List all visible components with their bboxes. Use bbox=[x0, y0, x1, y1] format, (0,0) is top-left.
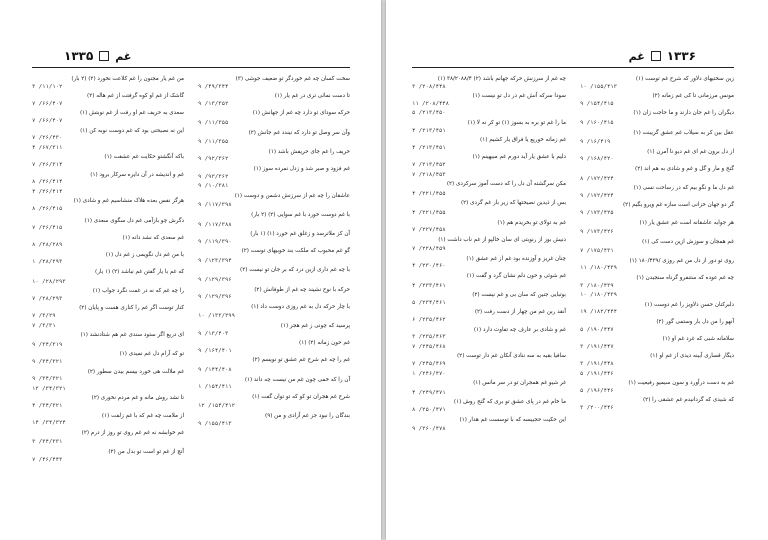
entry-verse: وآن سر وصل تو دارد که نیندد غم جانش (۲) bbox=[248, 129, 350, 136]
entry-reference: ۷ /۲۴۵/۴۶۹ bbox=[412, 361, 446, 367]
entry-reference: ۹ /۱۷۳/۴۲۵ bbox=[580, 209, 614, 216]
concordance-entry bbox=[580, 130, 734, 138]
entry-reference: ۸ /۲۸/۲۸۹ bbox=[32, 242, 63, 249]
concordance-entry bbox=[32, 332, 184, 340]
concordance-entry bbox=[580, 319, 734, 334]
left-page bbox=[0, 0, 381, 540]
concordance-entry bbox=[32, 323, 184, 331]
concordance-entry bbox=[580, 336, 734, 351]
concordance-entry bbox=[412, 76, 566, 91]
entry-verse: غم زمانه خوریع یا فراق یار کشیم (۱) bbox=[480, 137, 566, 144]
concordance-entry bbox=[32, 235, 184, 250]
concordance-entry bbox=[580, 202, 734, 217]
left-page-header-word: غم bbox=[115, 49, 132, 63]
entry-reference: ۶ /۲۳۵/۴۶۲ bbox=[412, 317, 446, 324]
concordance-entry bbox=[198, 248, 350, 256]
entry-reference: ۹ /۱۷۳/۴۲۶ bbox=[580, 229, 614, 236]
concordance-entry bbox=[198, 413, 350, 428]
concordance-entry bbox=[32, 172, 184, 187]
concordance-entry bbox=[32, 449, 184, 464]
entry-reference: ۱۰ /۱۳۳/۳۹۹ bbox=[198, 313, 236, 320]
entry-reference: ۸ /۱۷۲/۴۲۴ bbox=[580, 175, 614, 182]
entry-reference: ۸ /۲۶/۴۱۴ bbox=[32, 179, 63, 186]
entry-verse: گو غم محبوب که ملکت بند خوبیهای توست (۲) bbox=[241, 248, 350, 255]
concordance-entry bbox=[32, 395, 184, 410]
entry-reference: ۹ /۱۵۵/۴۱۳ bbox=[198, 420, 232, 427]
entry-verse: گر دو جهان خزانی است سازه غم ویرو بگیم (۲) bbox=[622, 202, 734, 209]
right-page-header bbox=[629, 48, 696, 64]
entry-verse: دلبرکنان حسن دلاویز را غم دوست (۱) bbox=[644, 301, 734, 308]
entry-verse: غم به دست درآورد و سون سیمیو رفیعیت (۱) bbox=[628, 380, 734, 387]
concordance-entry bbox=[198, 120, 350, 128]
concordance-entry bbox=[198, 149, 350, 164]
right-page bbox=[386, 0, 768, 540]
entry-verse: غم حون زمانه (۲) (۱) bbox=[299, 340, 350, 347]
concordance-entry bbox=[412, 137, 566, 152]
entry-reference: ۹ /۳۴/۳۲۱ bbox=[32, 359, 63, 365]
entry-reference: ۱۲ /۱۵۴/۴۱۲ bbox=[198, 403, 236, 410]
concordance-entry bbox=[580, 76, 734, 91]
entry-verse: عقل بین کر به سیلاب غم عشق گریبنت (۱) bbox=[633, 129, 734, 136]
entry-verse: چه غم از سرزنش حرکه جهانم باشد (۲) ۳۸/۲۰۸۸/۴ (۱) bbox=[437, 76, 566, 82]
concordance-entry bbox=[32, 145, 184, 153]
concordance-entry bbox=[198, 267, 350, 275]
concordance-entry bbox=[198, 357, 350, 365]
entry-verse: ما را غم تو بره به بسوز (۱) تو کر نه لا (۱) bbox=[467, 119, 566, 126]
entry-verse: چه غم عوده که ستنفرو گرناه سنجیدن (۱) bbox=[636, 275, 734, 282]
entry-reference: ۷ /۲۲۸/۴۵۹ bbox=[412, 246, 446, 253]
concordance-entry bbox=[198, 258, 350, 266]
concordance-entry bbox=[580, 239, 734, 247]
concordance-entry bbox=[32, 386, 184, 394]
entry-reference: ۹ /۱۶۸/۴۲۰ bbox=[580, 156, 614, 163]
entry-reference: ۹ /۱۱۷/۳۸۸ bbox=[198, 221, 232, 228]
concordance-entry bbox=[198, 367, 350, 375]
entry-reference: ۳ /۲۰۰/۴۴۶ bbox=[580, 404, 614, 411]
entry-verse: ای دریغ اگر ستود سندی غم هم شتادنشد (۱) bbox=[80, 332, 184, 339]
entry-reference: ۴ /۲۳۳/۴۶۱ bbox=[412, 282, 446, 289]
concordance-entry bbox=[198, 377, 350, 392]
concordance-entry bbox=[580, 258, 734, 273]
concordance-entry bbox=[198, 183, 350, 191]
concordance-entry bbox=[198, 139, 350, 147]
entry-reference: ۷ /۲۸/۲۹۳ bbox=[32, 295, 63, 302]
entry-reference: ۷ /۲۲۷/۴۵۸ bbox=[412, 227, 446, 234]
concordance-entry bbox=[198, 76, 350, 91]
entry-verse: غم به تولای تو بخریدم هم (۱) bbox=[497, 219, 566, 226]
header-square-icon bbox=[99, 51, 109, 61]
entry-reference: ۵ /۱۹۱/۴۴۶ bbox=[580, 370, 614, 377]
entry-verse: که غم با یار گفتن غم نباشد (۲) (۱ بار) bbox=[95, 269, 184, 276]
entry-verse: بندگان را نبود جز غم آزادی و من (۹) bbox=[265, 412, 350, 419]
entry-reference: ۹ /۱۴۴/۴۰۸ bbox=[198, 367, 232, 373]
entry-verse: دنیش بوز از رنوبتی ای سان خالپو از غم ناب داشت (۱) bbox=[438, 236, 566, 243]
concordance-entry bbox=[412, 399, 566, 414]
concordance-entry bbox=[412, 327, 566, 342]
concordance-entry bbox=[580, 176, 734, 184]
entry-reference: ۹ /۱۱/۳۵۵ bbox=[198, 139, 229, 146]
concordance-entry bbox=[198, 323, 350, 338]
entry-reference: ۳ /۲۰۸/۴۴۸ bbox=[412, 83, 446, 90]
entry-verse: آن کز ملاترسد و زغلق غم خورد (۱) (۱ بار) bbox=[250, 231, 350, 238]
concordance-entry bbox=[412, 181, 566, 189]
entry-verse: این حکیت حجبیسه که با توسست غم هدار (۱) bbox=[459, 416, 566, 423]
entry-reference: ۹ /۱۶۴/۴۰۱ bbox=[198, 347, 232, 354]
concordance-entry bbox=[580, 248, 734, 256]
entry-verse: را چه غم که نه در غمت نگرد جواب (۱) bbox=[92, 288, 184, 295]
entry-reference: ۴ /۲۳۰/۴۶۰ bbox=[412, 263, 446, 270]
entry-reference: ۴ /۲۱۳/۴۵۱ bbox=[412, 127, 446, 134]
entry-reference: ۹ /۱۳/۳۵۲ bbox=[198, 100, 229, 107]
entry-reference: ۷ /۲۶/۴۱۵ bbox=[32, 225, 63, 232]
concordance-entry bbox=[412, 93, 566, 108]
entry-reference: ۹ /۱۶۰/۴۱۵ bbox=[580, 119, 614, 126]
concordance-entry bbox=[412, 380, 566, 388]
entry-reference: ۹ /۱۰/۳۸۱ bbox=[198, 183, 229, 190]
left-page-column bbox=[198, 76, 350, 500]
concordance-entry bbox=[32, 279, 184, 287]
entry-verse: سافیا بقیه به سه ننادی آنکان غم دار توست (۲) bbox=[456, 353, 566, 360]
entry-reference: ۷ /۱۷۵/۴۳۱ bbox=[580, 248, 614, 255]
entry-reference: ۴ /۲۶/۴۱۴ bbox=[32, 188, 63, 195]
entry-verse: دلیم با عشق یار آید دورم غم مبیهینم (۱) bbox=[472, 154, 566, 161]
concordance-entry bbox=[580, 149, 734, 164]
concordance-entry bbox=[412, 417, 566, 425]
concordance-entry bbox=[412, 172, 566, 180]
entry-reference: ۷ /۶۶/۴۰۷ bbox=[32, 100, 63, 107]
entry-verse: غر شیو غم همجران تو در سر مانس (۱) bbox=[473, 380, 566, 387]
concordance-entry bbox=[32, 369, 184, 384]
entry-reference: ۷ /۳/۳۱ bbox=[32, 322, 56, 329]
entry-verse: بس از ذیدین نصیحتها که زیر بار غم گردی (۲) bbox=[460, 200, 566, 207]
entry-verse: حریف را غم جای حریفش باشد (۱) bbox=[268, 148, 350, 155]
concordance-entry bbox=[580, 353, 734, 368]
entry-reference: ۴ /۲۱۳/۴۵۱ bbox=[412, 144, 446, 151]
concordance-entry bbox=[198, 231, 350, 246]
entry-reference: ۱۹ /۱۸۲/۴۴۴ bbox=[580, 309, 618, 316]
entry-reference: ۳ /۱۱/۱۰۲ bbox=[32, 83, 63, 90]
entry-verse: مونس مرزمانی تا کی غم زمانه (۲) bbox=[652, 93, 734, 100]
entry-reference: ۷ /۳/۲۹ bbox=[32, 313, 56, 320]
concordance-entry bbox=[32, 269, 184, 277]
entry-reference: ۴ /۲۲۱/۴۵۵ bbox=[412, 209, 446, 216]
entry-reference: ۵ /۲۱۳/۴۵۰ bbox=[412, 110, 446, 117]
concordance-entry bbox=[198, 193, 350, 201]
concordance-entry bbox=[580, 185, 734, 200]
entry-verse: سلامانه شبی که غرد غم او (۱) bbox=[662, 336, 734, 343]
entry-verse: چنان غریز و آوزنده بود غم از غم عشق (۱) bbox=[466, 255, 566, 262]
concordance-entry bbox=[32, 218, 184, 233]
entry-verse: آن را که خمی چون غم من نیست چه داند (۱) bbox=[244, 376, 350, 383]
entry-reference: ۹ /۱۶/۴۱۹ bbox=[580, 139, 611, 146]
concordance-entry bbox=[198, 394, 350, 402]
entry-reference: ۳ /۱۹۱/۴۴۸ bbox=[580, 361, 614, 367]
entry-verse: غم دل ما و نگو بیم که در رساحت نسی (۱) bbox=[633, 185, 734, 192]
entry-verse: شرح غم هجران تو کو که تو توان گفت (۱) bbox=[252, 393, 350, 400]
left-page-header bbox=[64, 48, 131, 64]
concordance-entry bbox=[32, 439, 184, 447]
concordance-entry bbox=[412, 120, 566, 135]
entry-verse: با من غم دل نگویمی ز غم دل (۱) bbox=[105, 251, 184, 258]
entry-verse: غم و شادی بر عارف چه تفاوت دارد (۱) bbox=[473, 326, 566, 333]
entry-reference: ۹ /۱۲۳/۳۹۴ bbox=[198, 257, 232, 264]
right-header-rule bbox=[412, 67, 734, 68]
entry-verse: آنچ از غم تو است تو بدل من (۲) bbox=[108, 448, 184, 455]
entry-reference: ۹ /۹۲/۳۶۲ bbox=[198, 156, 229, 163]
concordance-entry bbox=[412, 283, 566, 291]
entry-reference: ۵ /۱۹۰/۴۴۷ bbox=[580, 326, 614, 333]
entry-verse: کنار توست اگر غم را کناری هست و پایان (۲) bbox=[79, 305, 184, 312]
concordance-entry bbox=[580, 120, 734, 128]
entry-reference: ۷ /۲۱۳/۴۵۲ bbox=[412, 161, 446, 168]
right-page-columns bbox=[412, 76, 734, 500]
concordance-entry bbox=[412, 309, 566, 324]
entry-verse: تا دست نمائی تری در غم یار (۱) bbox=[274, 93, 350, 100]
entry-verse: من غم یار مجنون را غم کلاعت نخورد (۲) (۲ بار) bbox=[71, 76, 184, 82]
concordance-entry bbox=[198, 93, 350, 108]
entry-reference: ۱۰ /۱۸۰/۴۳۹ bbox=[580, 292, 618, 299]
left-page-number: ۱۳۳۵ bbox=[64, 49, 94, 63]
right-page-number: ۱۳۳۶ bbox=[666, 49, 696, 63]
entry-verse: روی تو دور از دل من غم روزی /۱۸۰/۴۳۹ (۱) bbox=[629, 257, 734, 264]
entry-reference: ۵ /۲۳۴/۴۶۱ bbox=[412, 299, 446, 306]
entry-verse: غم را چه غم شرح غم عشق تو نویسم (۲) bbox=[252, 357, 350, 364]
entry-reference: ۷ /۲۶/۳۱۴ bbox=[32, 161, 63, 168]
concordance-entry bbox=[412, 426, 566, 434]
entry-reference: ۸ /۲۶/۴۱۵ bbox=[32, 205, 63, 212]
entry-reference: ۱۲ /۳۴/۳۲۱ bbox=[32, 385, 66, 392]
concordance-entry bbox=[580, 292, 734, 300]
concordance-entry bbox=[412, 353, 566, 368]
entry-reference: ۷ /۶۶/۴۰۷ bbox=[32, 117, 63, 124]
concordance-entry bbox=[32, 288, 184, 303]
entry-verse: از دل برون غم ای غم دیو نا آمرن (۱) bbox=[647, 148, 734, 155]
concordance-entry bbox=[198, 222, 350, 230]
concordance-entry bbox=[412, 390, 566, 398]
concordance-entry bbox=[580, 139, 734, 147]
concordance-entry bbox=[32, 189, 184, 197]
concordance-entry bbox=[412, 210, 566, 218]
concordance-entry bbox=[412, 237, 566, 245]
entry-verse: غم خوابشه نه غم غم روی تو روز از درم (۲) bbox=[81, 429, 184, 436]
entry-verse: باکه آنگشتو حکایت غم عشقت (۱) bbox=[104, 154, 184, 161]
entry-reference: ۵ /۱۹۶/۴۴۶ bbox=[580, 387, 614, 394]
right-page-column bbox=[580, 76, 734, 500]
entry-verse: از ملامت چه غم که با غم زلفت (۱) bbox=[101, 412, 184, 419]
concordance-entry bbox=[198, 403, 350, 411]
entry-verse: عاشقان را چه غم از سرزنش دشمن و دوست (۱) bbox=[234, 192, 350, 199]
concordance-entry bbox=[580, 166, 734, 174]
entry-verse: غم فزود و صبر شد و زدل نمرده سوز (۱) bbox=[253, 165, 350, 172]
concordance-entry bbox=[32, 351, 184, 366]
entry-verse: آنقد ربن غم من چهار از دست رفت (۲) bbox=[474, 309, 566, 316]
concordance-entry bbox=[198, 340, 350, 355]
concordance-entry bbox=[412, 154, 566, 169]
concordance-entry bbox=[32, 413, 184, 428]
entry-reference: ۴ /۲۴۹/۴۷۱ bbox=[412, 389, 446, 396]
entry-reference: ۹ /۱۷۲/۴۲۴ bbox=[580, 192, 614, 199]
entry-verse: تو که آرام دل غم نمیدی (۱) bbox=[119, 351, 184, 358]
entry-reference: ۱۱ /۲۰۸/۴۴۸ bbox=[412, 100, 450, 107]
concordance-entry bbox=[580, 229, 734, 237]
concordance-entry bbox=[198, 277, 350, 285]
entry-verse: حرکه با نوح نشیند چه غم از طوفانش (۲) bbox=[254, 286, 350, 293]
entry-verse: غم همجان و سوزش ازین دست کی (۱) bbox=[642, 238, 734, 245]
entry-reference: ۹ /۱۲۹/۳۹۶ bbox=[198, 294, 232, 301]
entry-reference: ۱۴ /۳۴/۳۲۴ bbox=[32, 420, 66, 427]
entry-verse: غم سعدی که نشد دانه (۱) bbox=[122, 234, 184, 241]
entry-reference: ۳ /۳۴/۳۳۱ bbox=[32, 439, 63, 446]
entry-reference: ۹ /۱۱۷/۳۹۸ bbox=[198, 202, 232, 209]
entry-reference: ۱ /۱۵۴/۴۱۱ bbox=[198, 384, 232, 391]
entry-verse: دگرش چو بازآمی غم دل سگوی سعدی (۱) bbox=[84, 217, 184, 224]
entry-reference: ۳ /۲۳۵/۴۶۳ bbox=[412, 334, 446, 341]
entry-verse: دیگار قساری آبینه دیدی از غم او (۱) bbox=[650, 353, 734, 360]
concordance-entry bbox=[32, 154, 184, 169]
right-page-header-word: غم bbox=[628, 49, 645, 63]
concordance-entry bbox=[412, 191, 566, 199]
entry-reference: ۷ /۴۶/۴۴۳ bbox=[32, 456, 63, 463]
entry-reference: ۹ /۹۳/۳۶۲ bbox=[198, 173, 229, 180]
entry-verse: حرکه سودای تو دارد چه غم از جهانش (۱) bbox=[252, 110, 350, 117]
concordance-entry bbox=[198, 212, 350, 220]
entry-verse: با غم دوست خورد با غم سوایی (۲) (۲ بار) bbox=[251, 211, 350, 218]
concordance-entry bbox=[32, 342, 184, 350]
concordance-entry bbox=[580, 371, 734, 379]
concordance-entry bbox=[32, 128, 184, 143]
concordance-entry bbox=[412, 200, 566, 208]
entry-verse: این نه نصیحتی بود که غم دوست نوبه کن (۱) bbox=[80, 127, 184, 134]
entry-reference: ۹ /۱۲۹/۳۹۶ bbox=[198, 277, 232, 284]
entry-reference: ۴ /۲۲۱/۴۵۵ bbox=[412, 190, 446, 197]
entry-reference: ۷ /۲۴۵/۴۶۸ bbox=[412, 343, 446, 350]
left-header-rule bbox=[32, 67, 350, 68]
entry-reference: ۹ /۱۵۴/۴۱۵ bbox=[580, 100, 614, 107]
entry-verse: تا نشد روش مانه و غم مردم نخوری (۲) bbox=[91, 395, 184, 402]
concordance-entry bbox=[198, 166, 350, 181]
entry-reference: ۹ /۱۱/۳۵۵ bbox=[198, 119, 229, 126]
entry-verse: هرگز نفس بعده هلاک منشاسیم غم و شادی (۱) bbox=[73, 198, 184, 205]
entry-verse: که شیدی که گردانیدم غم عشقی را (۲) bbox=[642, 397, 734, 404]
entry-reference: ۹ /۱۳/۴۰۳ bbox=[198, 330, 229, 337]
entry-verse: غم شوئی و حون دلم نشان گرد و گفت (۱) bbox=[466, 273, 566, 280]
entry-reference: ۹ /۲۶۰/۴۷۸ bbox=[412, 426, 446, 433]
entry-verse: ما خام غم در پای عشق تو بری که گنج روش (۱) bbox=[453, 399, 566, 406]
entry-reference: ۳ /۱۹۱/۴۴۷ bbox=[580, 343, 614, 350]
entry-verse: گنج و مار و گل و غم و شادی به هم اند (۲) bbox=[635, 165, 734, 172]
entry-verse: آنهو را من دل بار وستمی گور (۲) bbox=[656, 319, 734, 326]
entry-reference: ۴ /۳۴/۳۲۱ bbox=[32, 402, 63, 409]
entry-reference: ۱ /۲۸/۲۹۳ bbox=[32, 259, 63, 266]
concordance-entry bbox=[412, 344, 566, 352]
entry-verse: مکن سرگشته آن دل را که دست آموز سرکردی (۲) bbox=[446, 181, 566, 188]
concordance-entry bbox=[412, 246, 566, 254]
concordance-entry bbox=[580, 110, 734, 118]
entry-reference: ۷ /۲۱۸/۴۵۳ bbox=[412, 171, 446, 178]
entry-reference: ۱۱ /۱۸۰/۴۳۹ bbox=[580, 265, 618, 272]
concordance-entry bbox=[580, 220, 734, 228]
entry-reference: ۹ /۱۱۹/۳۹۰ bbox=[198, 238, 232, 245]
entry-verse: سعدی به حریف غم او رفت از غم نوبتش (۱) bbox=[79, 110, 184, 117]
left-page-columns bbox=[32, 76, 350, 500]
concordance-entry bbox=[198, 287, 350, 302]
concordance-entry bbox=[32, 76, 184, 91]
entry-verse: با چه غم داری ازین درد که بر جان تو نیست (۲) bbox=[240, 267, 350, 274]
concordance-entry bbox=[198, 304, 350, 312]
concordance-entry bbox=[198, 202, 350, 210]
concordance-entry bbox=[198, 110, 350, 118]
concordance-entry bbox=[198, 313, 350, 321]
entry-verse: دیگران را غم جان دارند و ما حاجت زان (۱) bbox=[633, 110, 734, 117]
entry-verse: غم ملالت هی خورد بیسم بیدن سطور (۲) bbox=[87, 368, 184, 375]
concordance-entry bbox=[32, 305, 184, 320]
concordance-entry bbox=[412, 292, 566, 307]
concordance-entry bbox=[32, 430, 184, 438]
entry-reference: ۱۰ /۱۵۵/۴۱۳ bbox=[580, 83, 618, 90]
entry-reference: ۹ /۳۴/۳۲۱ bbox=[32, 376, 63, 383]
entry-reference: ۱۰ /۲۸/۲۹۳ bbox=[32, 278, 66, 285]
concordance-entry bbox=[198, 130, 350, 138]
entry-verse: هر جوابه عاشقانه است غم عشق یار (۱) bbox=[639, 219, 734, 226]
concordance-entry bbox=[412, 371, 566, 379]
right-page-column bbox=[412, 76, 566, 500]
entry-reference: ۷ /۲۶/۴۳۰ bbox=[32, 135, 63, 142]
entry-reference: ۸ /۲۵۰/۴۷۱ bbox=[412, 406, 446, 413]
left-page-column bbox=[32, 76, 184, 500]
entry-verse: غم و اندیشه در آن دایره سرکار برود (۱) bbox=[90, 171, 184, 178]
concordance-entry bbox=[580, 93, 734, 108]
concordance-entry bbox=[412, 110, 566, 118]
concordance-entry bbox=[580, 275, 734, 290]
concordance-entry bbox=[412, 220, 566, 235]
entry-reference: ۳ /۱۸۰/۴۳۹ bbox=[580, 282, 614, 289]
concordance-entry bbox=[580, 302, 734, 317]
concordance-entry bbox=[412, 273, 566, 281]
entry-verse: زین سختیهای دلاور که شرح غم توست (۱) bbox=[635, 76, 734, 82]
entry-verse: بوتبایی جنین که سان بی و غم نیست (۲) bbox=[472, 292, 566, 299]
entry-verse: سودا سرکه آنش غم در دل تو نیست (۱) bbox=[472, 93, 566, 100]
concordance-entry bbox=[580, 397, 734, 412]
entry-verse: پرسید که چونی ز غم هجر (۱) bbox=[280, 323, 350, 330]
concordance-entry bbox=[32, 252, 184, 267]
concordance-entry bbox=[32, 110, 184, 125]
entry-reference: ۹ /۴۹/۳۴۴ bbox=[198, 83, 229, 90]
concordance-entry bbox=[32, 198, 184, 213]
entry-verse: سخت کسان چه غم خوردگر تو ضعیف جوشی (۳) bbox=[235, 76, 350, 82]
entry-reference: ۹ /۳۴/۳۱۹ bbox=[32, 341, 63, 348]
entry-verse: با چار حرکه دل به غم روزی دوست داد (۱) bbox=[251, 303, 350, 310]
concordance-entry bbox=[32, 93, 184, 108]
entry-verse: گاشک از غم او کوه گرفتت از غم هاله (۲) bbox=[87, 93, 184, 100]
concordance-entry bbox=[412, 256, 566, 271]
concordance-entry bbox=[580, 380, 734, 395]
header-square-icon bbox=[651, 51, 661, 61]
entry-reference: ۴ /۶۷/۳۱۱ bbox=[32, 144, 63, 151]
entry-reference: ۱ /۲۴۶/۴۷۰ bbox=[412, 370, 446, 377]
